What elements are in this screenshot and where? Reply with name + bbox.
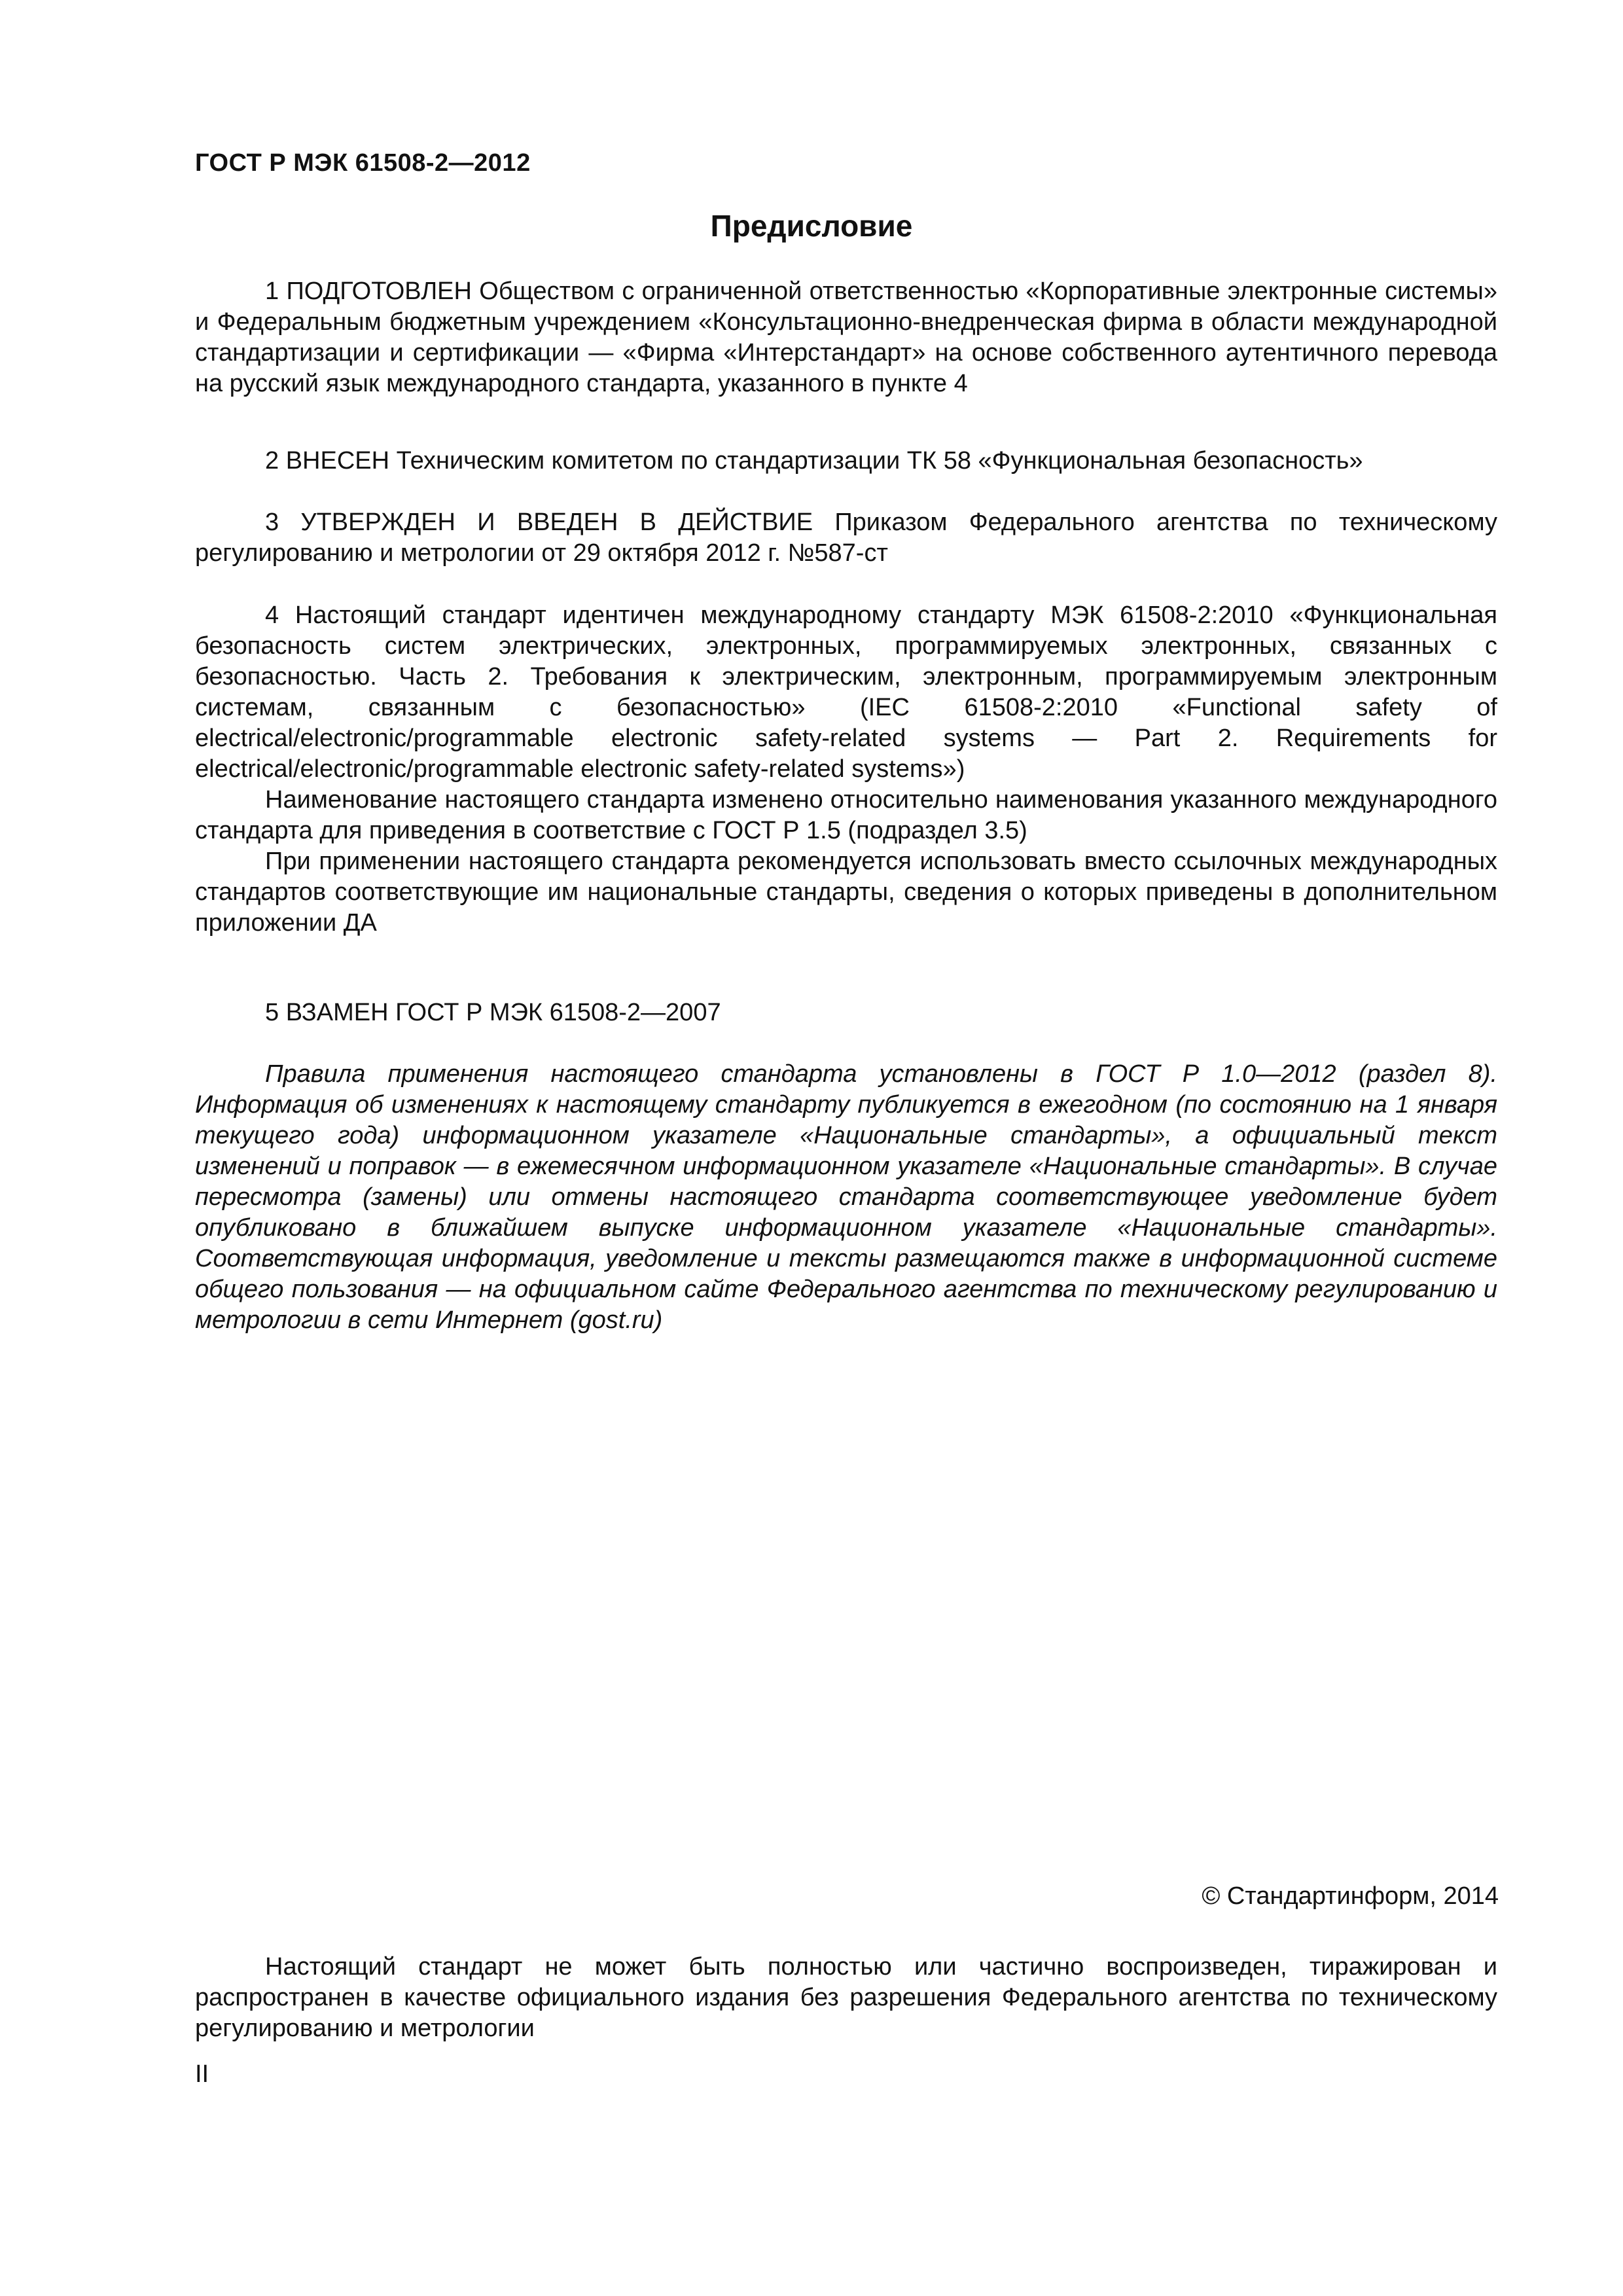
foreword-notice <box>195 1059 1497 1336</box>
document-code-header: ГОСТ Р МЭК 61508-2—2012 <box>195 149 531 177</box>
page-number: II <box>195 2060 209 2088</box>
page-title: Предисловие <box>710 209 913 243</box>
foreword-paragraph-prepared: 1 ПОДГОТОВЛЕН Обществом с ограниченной ответственностью «Корпоративные электронные системы» и Федеральным бюджетным учреждением «Консультационно-внедренческая фирма в области международной стандартизации и сертификации — «Фирма «Интерстандарт» на основе собственного аутентичного перевода на русский язык международного стандарта, указанного в пункте 4 <box>195 278 1497 397</box>
foreword-paragraph-name-change: Наименование настоящего стандарта изменено относительно наименования указанного международного стандарта для приведения в соответствие с ГОСТ Р 1.5 (подраздел 3.5) <box>195 786 1497 844</box>
foreword-section-4 <box>195 600 1497 939</box>
foreword-paragraph-references: При применении настоящего стандарта рекомендуется использовать вместо ссылочных международных стандартов соответствующие им национальные стандарты, сведения о которых приведены в дополнительном приложении ДА <box>195 848 1497 937</box>
foreword-paragraph-identical: 4 Настоящий стандарт идентичен международному стандарту МЭК 61508-2:2010 «Функциональная безопасность систем электрических, электронных, программируемых электронных, связанных с безопасностью. Часть 2. Требования к электрическим, электронным, программируемым электронным системам, связанным с безопасностью» (IEC 61508-2:2010 «Functional safety of electrical/electronic/programmable electronic safety-related systems — Part 2. Requirements for electrical/electronic/programmable electronic safety-related systems») <box>195 601 1497 783</box>
foreword-section-5 <box>195 997 1497 1028</box>
foreword-section-3 <box>195 507 1497 569</box>
reproduction-disclaimer: Настоящий стандарт не может быть полностью или частично воспроизведен, тиражирован и распространен в качестве официального издания без разрешения Федерального агентства по техническому регулированию и метрологии <box>195 1953 1497 2042</box>
foreword-section-2 <box>195 446 1497 476</box>
foreword-section-1 <box>195 276 1497 399</box>
foreword-paragraph-submitted: 2 ВНЕСЕН Техническим комитетом по стандартизации ТК 58 «Функциональная безопасность» <box>265 447 1363 475</box>
application-rules-notice: Правила применения настоящего стандарта установлены в ГОСТ Р 1.0—2012 (раздел 8). Информация об изменениях к настоящему стандарту публикуется в ежегодном (по состоянию на 1 января текущего года) информационном указателе «Национальные стандарты», а официальный текст изменений и поправок — в ежемесячном информационном указателе «Национальные стандарты». В случае пересмотра (замены) или отмены настоящего стандарта соответствующее уведомление будет опубликовано в ближайшем выпуске информационном указателе «Национальные стандарты». Соответствующая информация, уведомление и тексты размещаются также в информационной системе общего пользования — на официальном сайте Федерального агентства по техническому регулированию и метрологии в сети Интернет (gost.ru) <box>195 1060 1497 1334</box>
foreword-paragraph-replaces: 5 ВЗАМЕН ГОСТ Р МЭК 61508-2—2007 <box>265 999 721 1026</box>
copyright-line: © Стандартинформ, 2014 <box>1202 1882 1499 1910</box>
foreword-paragraph-approved: 3 УТВЕРЖДЕН И ВВЕДЕН В ДЕЙСТВИЕ Приказом Федерального агентства по техническому регулированию и метрологии от 29 октября 2012 г. №587-ст <box>195 509 1497 567</box>
